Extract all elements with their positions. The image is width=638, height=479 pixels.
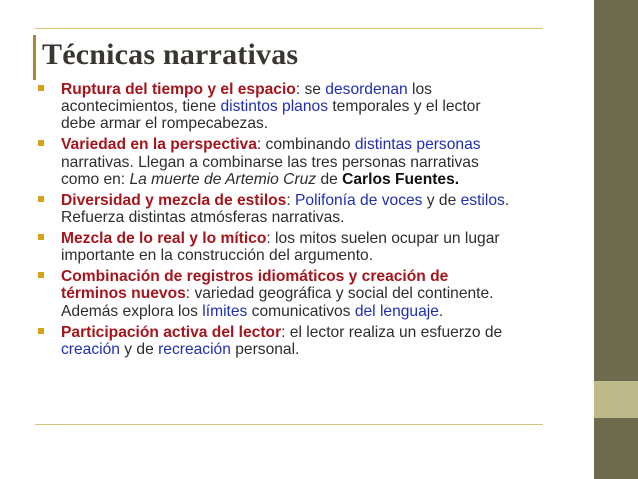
item-keyword: recreación [158, 340, 231, 358]
item-text: . [438, 302, 444, 320]
item-text: : variedad geográfica y social del continente. Además explora los [61, 285, 494, 320]
title-accent-bar [33, 35, 36, 80]
item-keyword: límites [202, 302, 248, 320]
item-text: personal. [230, 340, 300, 358]
item-text: narrativas. Llegan a combinarse las tres personas narrativas como en: [61, 153, 479, 188]
item-keyword: desordenan [325, 81, 408, 98]
square-bullet-icon [38, 328, 44, 334]
list-item [36, 192, 516, 226]
item-heading: Variedad en la perspectiva [61, 136, 257, 154]
square-bullet-icon [38, 272, 44, 278]
item-keyword: creación [61, 340, 120, 358]
item-text: los acontecimientos, tiene [61, 81, 432, 116]
item-text: temporales y el lector debe armar el rompecabezas. [61, 98, 481, 133]
square-bullet-icon [38, 234, 44, 240]
square-bullet-icon [38, 140, 44, 146]
item-text: . Refuerza distintas atmósferas narrativas. [61, 191, 510, 227]
slide-title: Técnicas narrativas [42, 38, 299, 71]
item-text: y de [119, 340, 159, 358]
bottom-rule [35, 424, 543, 425]
item-heading: Ruptura del tiempo y el espacio [61, 81, 296, 98]
list-item [36, 230, 516, 264]
item-heading: Participación activa del lector [61, 323, 282, 341]
item-keyword: distintas personas [354, 136, 481, 154]
list-item [36, 268, 516, 320]
item-text: : [286, 191, 296, 209]
list-item [36, 81, 516, 133]
item-text: : los mitos suelen ocupar un lugar importante en la construcción del argumento. [61, 230, 500, 265]
list-item [36, 136, 516, 188]
item-keyword: del lenguaje [354, 302, 439, 320]
item-text: comunicativos [247, 302, 355, 320]
top-rule [35, 28, 543, 29]
item-text: : el lector realiza un esfuerzo de [281, 323, 503, 341]
square-bullet-icon [38, 196, 44, 202]
item-heading: Combinación de registros idiomáticos y creación de términos nuevos [61, 268, 449, 303]
book-title: La muerte de Artemio Cruz [129, 170, 317, 188]
list-item [36, 324, 516, 358]
item-keyword: distintos planos [220, 98, 328, 116]
item-text: : combinando [256, 136, 355, 154]
side-accent-block [594, 381, 638, 418]
item-keyword: estilos [460, 191, 505, 209]
item-text: y de [422, 191, 461, 209]
item-keyword: Polifonía de voces [295, 191, 423, 209]
author-name: Carlos Fuentes. [342, 170, 460, 188]
item-heading: Diversidad y mezcla de estilos [61, 191, 287, 209]
bullet-list [36, 81, 516, 362]
item-text: : se [295, 81, 326, 98]
item-heading: Mezcla de lo real y lo mítico [61, 230, 267, 248]
square-bullet-icon [38, 85, 44, 91]
item-text: de [316, 170, 343, 188]
